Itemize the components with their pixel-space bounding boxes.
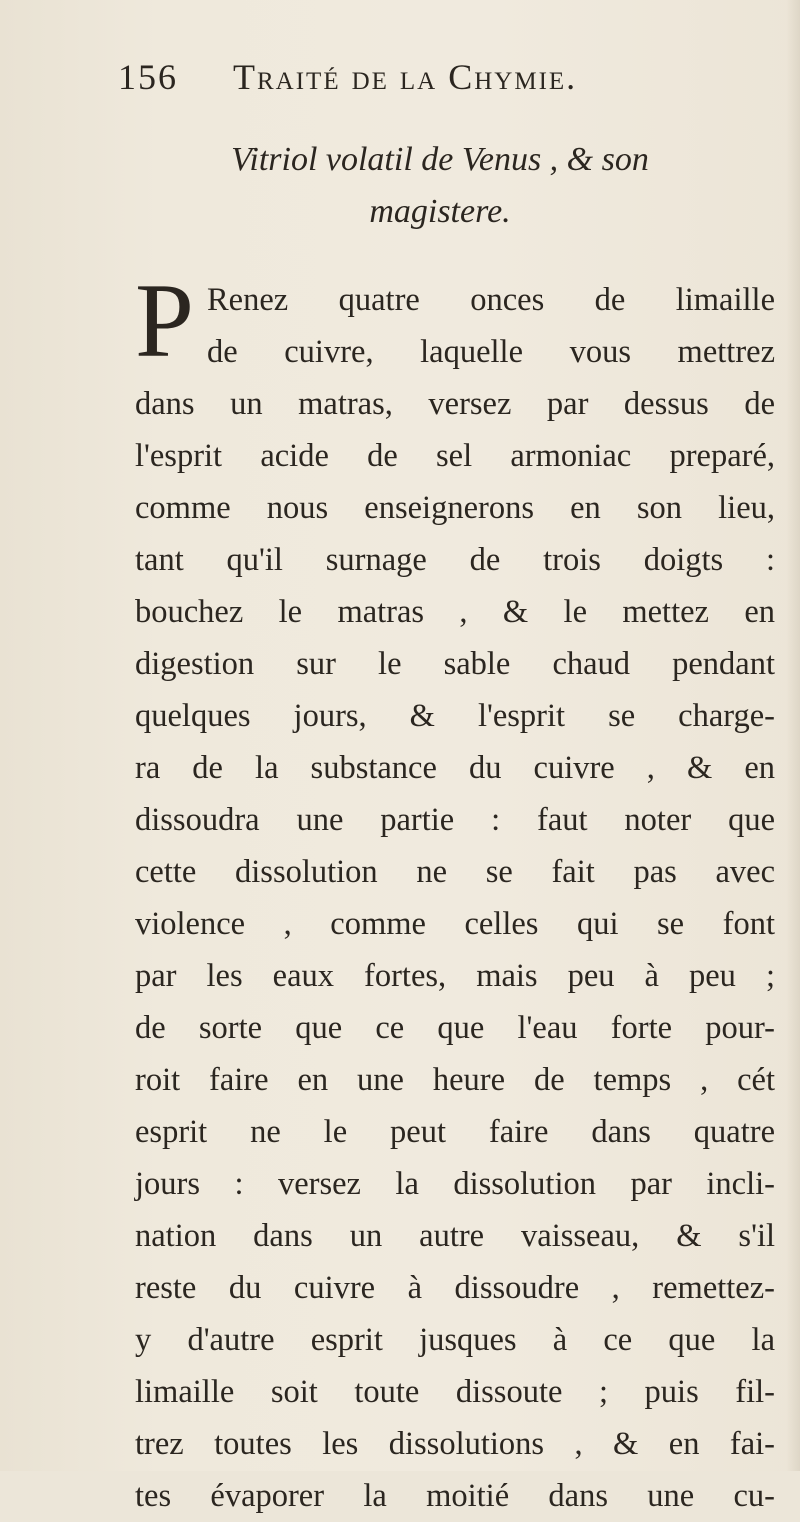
text-line: cette dissolution ne se fait pas avec — [135, 854, 775, 890]
running-title: Traité de la Chymie. — [233, 57, 578, 97]
text-line: trez toutes les dissolutions , & en fai- — [135, 1426, 775, 1462]
text-line: y d'autre esprit jusques à ce que la — [135, 1322, 775, 1358]
text-line: esprit ne le peut faire dans quatre — [135, 1114, 775, 1150]
text-line: roit faire en une heure de temps , cét — [135, 1062, 775, 1098]
text-line: par les eaux fortes, mais peu à peu ; — [135, 958, 775, 994]
text-line: tant qu'il surnage de trois doigts : — [135, 542, 775, 578]
chapter-title — [150, 134, 730, 238]
text-line: dans un matras, versez par dessus de — [135, 386, 775, 422]
page-edge-shadow — [786, 0, 800, 1471]
page-number: 156 — [118, 57, 178, 97]
text-line: bouchez le matras , & le mettez en — [135, 594, 775, 630]
text-line: de cuivre, laquelle vous mettrez — [207, 334, 775, 370]
chapter-title-line: Vitriol volatil de Venus , & son — [231, 141, 649, 178]
text-line: violence , comme celles qui se font — [135, 906, 775, 942]
running-head — [118, 56, 758, 106]
text-line: digestion sur le sable chaud pendant — [135, 646, 775, 682]
text-line: Renez quatre onces de limaille — [207, 282, 775, 318]
text-line: dissoudra une partie : faut noter que — [135, 802, 775, 838]
text-line: comme nous enseignerons en son lieu, — [135, 490, 775, 526]
text-line: jours : versez la dissolution par incli- — [135, 1166, 775, 1202]
text-line: quelques jours, & l'esprit se charge- — [135, 698, 775, 734]
body-text — [135, 262, 775, 1522]
text-line: tes évaporer la moitié dans une cu- — [135, 1478, 775, 1514]
text-line: reste du cuivre à dissoudre , remettez- — [135, 1270, 775, 1306]
text-line: de sorte que ce que l'eau forte pour- — [135, 1010, 775, 1046]
text-line: nation dans un autre vaisseau, & s'il — [135, 1218, 775, 1254]
drop-cap: P — [135, 262, 194, 379]
text-line: limaille soit toute dissoute ; puis fil- — [135, 1374, 775, 1410]
text-line: l'esprit acide de sel armoniac preparé, — [135, 438, 775, 474]
text-line: ra de la substance du cuivre , & en — [135, 750, 775, 786]
chapter-title-line: magistere. — [369, 193, 511, 230]
